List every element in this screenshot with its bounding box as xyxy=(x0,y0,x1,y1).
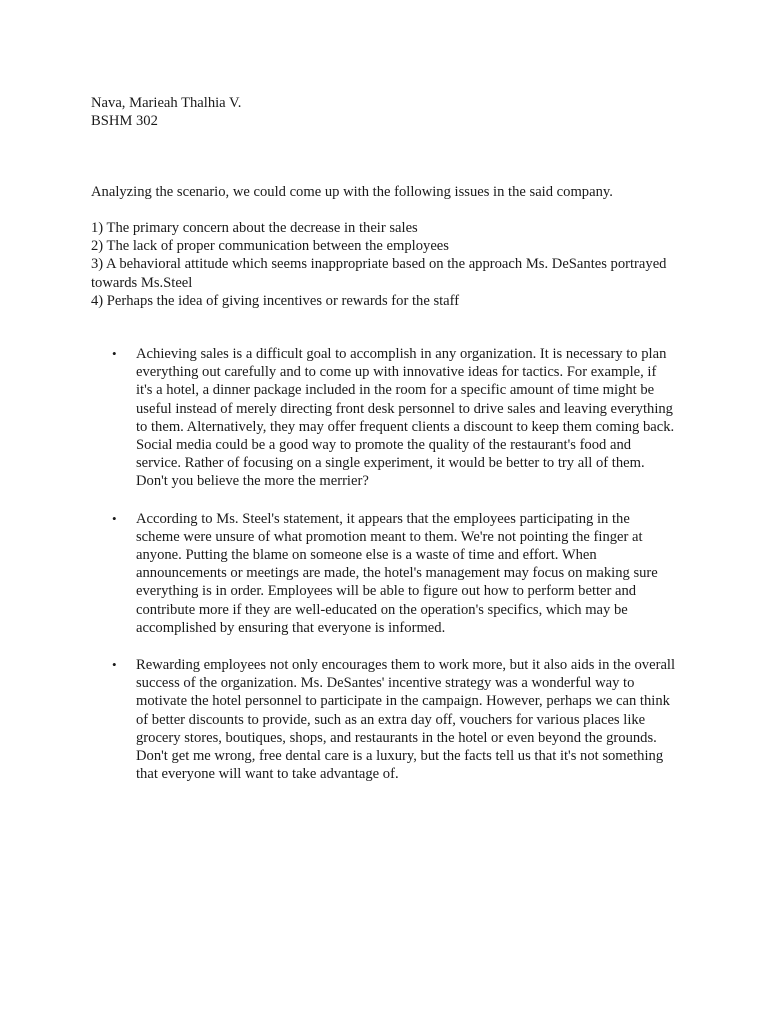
intro-paragraph: Analyzing the scenario, we could come up with the following issues in the said company. xyxy=(91,184,613,200)
discussion-text: Rewarding employees not only encourages them to work more, but it also aids in the overall success of the organization. Ms. DeSantes' incentive strategy was a wonderful way to motivate the hotel personnel to participate in the campaign. However, perhaps we can think of better discounts to provide, such as an extra day off, vouchers for various places like grocery stores, boutiques, shops, and restaurants in the hotel or even beyond the grounds. Don't get me wrong, free dental care is a luxury, but the facts tell us that it's not something that everyone will want to take advantage of. xyxy=(136,657,676,783)
document-header xyxy=(91,94,241,130)
issue-item: 2) The lack of proper communication between the employees xyxy=(91,238,449,255)
bullet-icon: • xyxy=(112,346,117,361)
discussion-text: According to Ms. Steel's statement, it appears that the employees participating in the scheme were unsure of what promotion meant to them. We're not pointing the finger at anyone. Putting the blame on someone else is a waste of time and effort. When announcements or meetings are made, the hotel's management may focus on making sure everything is in order. Employees will be able to figure out how to perform better and contribute more if they are well-educated on the operation's specifics, which may be accomplished by ensuring that everyone is informed. xyxy=(136,510,658,636)
discussion-item xyxy=(0,510,676,637)
issue-item: 4) Perhaps the idea of giving incentives or rewards for the staff xyxy=(91,292,460,309)
bullet-icon: • xyxy=(112,657,117,673)
discussion-item xyxy=(0,345,676,491)
discussion-item xyxy=(0,656,676,783)
discussion-list xyxy=(0,345,768,802)
course-code: BSHM 302 xyxy=(91,113,158,130)
issue-item: 1) The primary concern about the decrease in their sales xyxy=(91,220,418,236)
issue-item: 3) A behavioral attitude which seems inappropriate based on the approach Ms. DeSantes portrayed towards Ms.Steel xyxy=(91,256,667,291)
author-name: Nava, Marieah Thalhia V. xyxy=(91,95,242,111)
discussion-text: Achieving sales is a difficult goal to accomplish in any organization. It is necessary to plan everything out carefully and to come up with innovative ideas for tactics. For example, if it's a hotel, a dinner package included in the room for a specific amount of time might be useful instead of merely directing front desk personnel to drive sales and leaving everything to them. Alternatively, they may offer frequent clients a discount to keep them coming back. Social media could be a good way to promote the quality of the restaurant's food and service. Rather of focusing on a single experiment, it would be better to try all of them. Don't you believe the more the merrier? xyxy=(136,346,675,490)
bullet-icon: • xyxy=(112,510,117,526)
issues-list xyxy=(91,219,681,310)
